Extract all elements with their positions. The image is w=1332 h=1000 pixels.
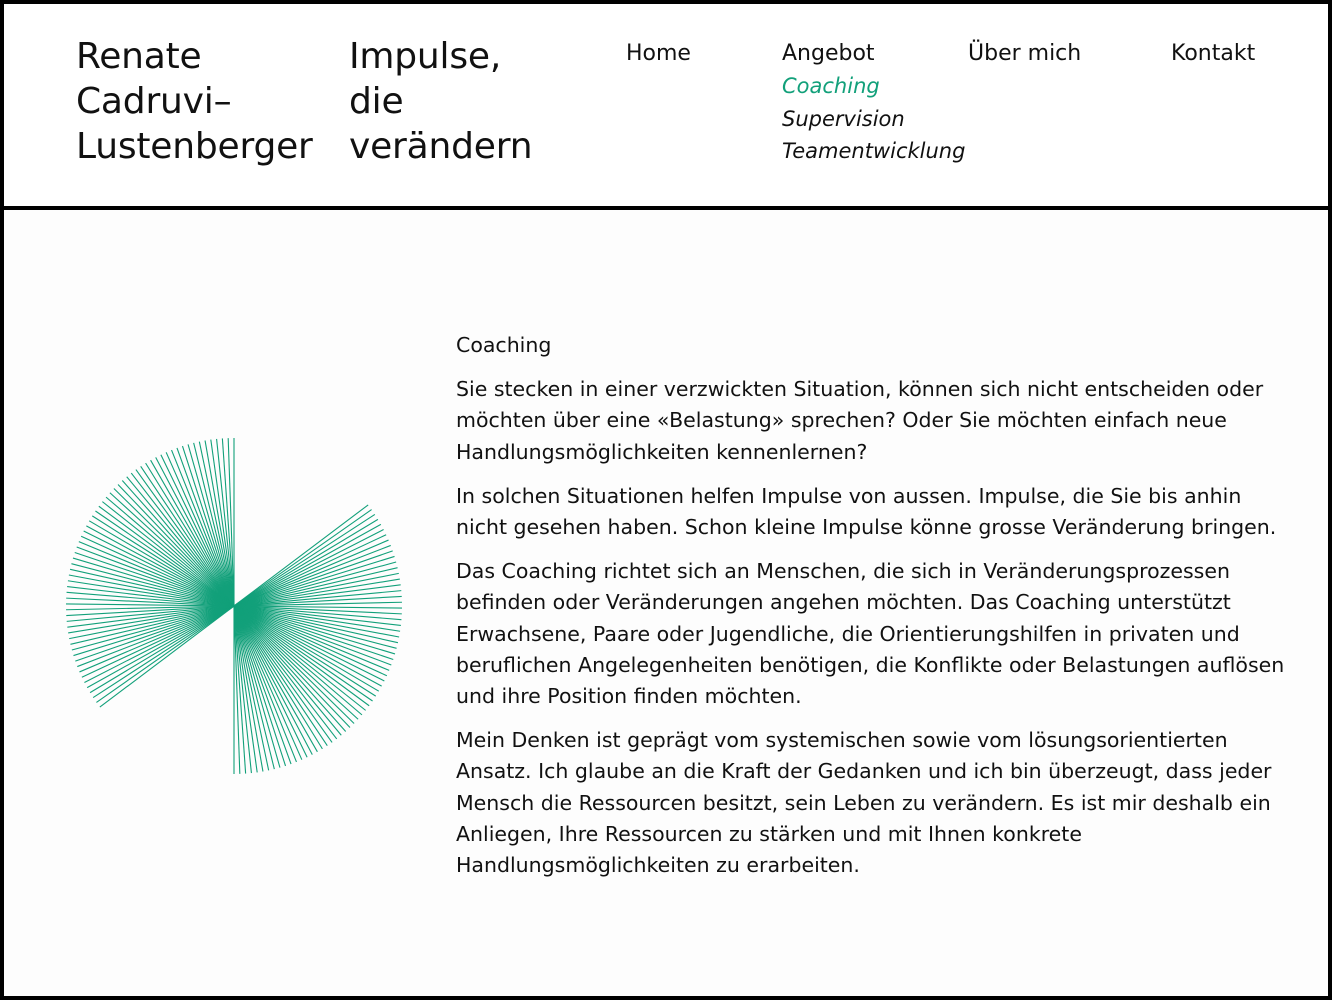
tagline-line: verändern	[349, 126, 533, 167]
site-tagline	[349, 34, 609, 169]
main-content	[456, 330, 1286, 894]
radial-line-fan-logo-icon	[56, 434, 416, 784]
brand-line: Lustenberger	[76, 126, 313, 167]
fan-line	[234, 519, 378, 606]
content-paragraph: Sie stecken in einer verzwickten Situation, können sich nicht entscheiden oder möchten über eine «Belastung» sprechen? Oder Sie möchten einfach neue Handlungsmöglichkeiten kennenlernen?	[456, 377, 1264, 464]
brand-line: Renate	[76, 36, 202, 77]
fan-line	[75, 606, 234, 661]
nav-ueber-mich[interactable]: Über mich	[968, 41, 1082, 66]
nav-kontakt[interactable]: Kontakt	[1171, 41, 1256, 66]
angebot-submenu	[782, 70, 965, 168]
fan-line	[234, 551, 393, 606]
fan-line	[234, 606, 379, 691]
submenu-item-coaching[interactable]: Coaching	[782, 74, 880, 98]
fan-line	[102, 502, 234, 606]
submenu-item-supervision[interactable]: Supervision	[782, 106, 905, 131]
fan-line	[234, 606, 366, 710]
content-paragraph: Das Coaching richtet sich an Menschen, die sich in Veränderungsprozessen befinden oder Veränderungen angehen möchten. Das Coaching unterstützt Erwachsene, Paare oder Jugendliche, die Orientierungshilfen in privaten und beruflichen Angelegenheiten benötigen, die Konflikte oder Belastungen auflösen und ihre Position finden möchten.	[456, 559, 1285, 709]
submenu-item-teamentwicklung[interactable]: Teamentwicklung	[782, 139, 966, 163]
brand-line: Cadruvi–	[76, 81, 232, 122]
content-paragraph: Mein Denken ist geprägt vom systemischen sowie vom lösungsorientierten Ansatz. Ich glaube an die Kraft der Gedanken und ich bin überzeugt, dass jeder Mensch die Ressourcen besitzt, sein Leben zu verändern. Es ist mir deshalb ein Anliegen, Ihre Ressourcen zu stärken und mit Ihnen konkrete Handlungsmöglichkeiten zu erarbeiten.	[456, 728, 1272, 878]
site-header	[4, 4, 1328, 210]
page-heading: Coaching	[456, 333, 552, 357]
fan-line	[90, 606, 234, 693]
content-paragraph: In solchen Situationen helfen Impulse von aussen. Impulse, die Sie bis anhin nicht gesehen haben. Schon kleine Impulse könne grosse Veränderung bringen.	[456, 483, 1277, 540]
tagline-line: die	[349, 81, 404, 122]
brand-logo-link[interactable]	[76, 34, 336, 169]
nav-angebot[interactable]: Angebot	[782, 41, 875, 66]
nav-home[interactable]: Home	[626, 41, 691, 66]
tagline-line: Impulse,	[349, 36, 502, 77]
fan-line	[89, 521, 234, 606]
